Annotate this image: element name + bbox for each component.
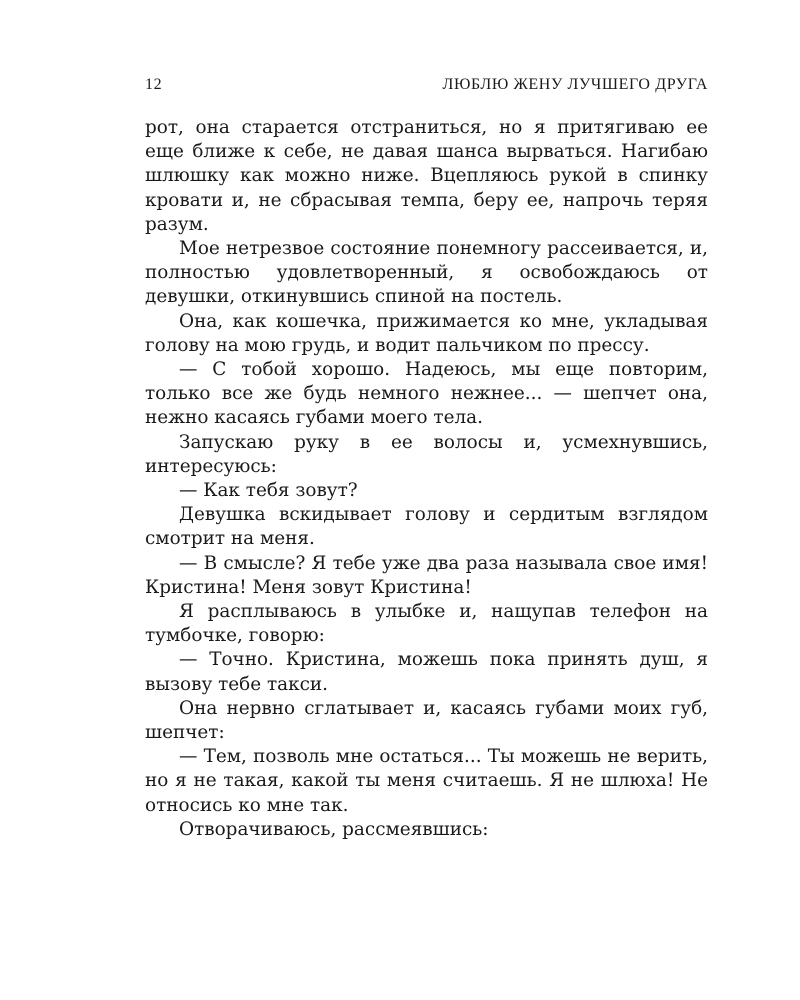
paragraph: Я расплываюсь в улыбке и, нащупав телефон на тумбочке, говорю: xyxy=(145,601,708,647)
paragraph: Она, как кошечка, прижимается ко мне, укладывая голову на мою грудь, и водит пальчиком по прессу. xyxy=(145,310,708,356)
dialogue-line: — Точно. Кристина, можешь пока принять душ, я вызову тебе такси. xyxy=(145,649,708,695)
running-head xyxy=(145,76,708,100)
paragraph: Запускаю руку в ее волосы и, усмехнувшись, интересуюсь: xyxy=(145,431,708,477)
dialogue-line: — Тем, позволь мне остаться... Ты можешь не верить, но я не такая, какой ты меня считаешь. Я не шлюха! Не относись ко мне так. xyxy=(145,746,708,816)
page-number: 12 xyxy=(145,76,163,93)
dialogue-line: — В смысле? Я тебе уже два раза называла свое имя! Кристина! Меня зовут Кристина! xyxy=(145,552,708,598)
book-title: ЛЮБЛЮ ЖЕНУ ЛУЧШЕГО ДРУГА xyxy=(442,76,708,93)
dialogue-line: — С тобой хорошо. Надеюсь, мы еще повторим, только все же будь немного нежнее... — шепчет она, нежно касаясь губами моего тела. xyxy=(145,359,708,429)
paragraph: Она нервно сглатывает и, касаясь губами моих губ, шепчет: xyxy=(145,697,708,744)
paragraph: Девушка вскидывает голову и сердитым взглядом смотрит на меня. xyxy=(145,504,708,550)
paragraph: рот, она старается отстраниться, но я притягиваю ее еще ближе к себе, не давая шанса вырваться. Нагибаю шлюшку как можно ниже. Вцепляюсь рукой в спинку кровати и, не сбрасывая темпа, беру ее, напрочь теряя разум. xyxy=(145,117,708,235)
paragraph: Мое нетрезвое состояние понемногу рассеивается, и, полностью удовлетворенный, я освобождаюсь от девушки, откинувшись спиной на постель. xyxy=(145,238,708,308)
dialogue-line: — Как тебя зовут? xyxy=(179,480,358,502)
paragraph: Отворачиваюсь, рассмеявшись: xyxy=(179,818,489,840)
body-text xyxy=(145,116,708,842)
book-page xyxy=(145,76,708,842)
